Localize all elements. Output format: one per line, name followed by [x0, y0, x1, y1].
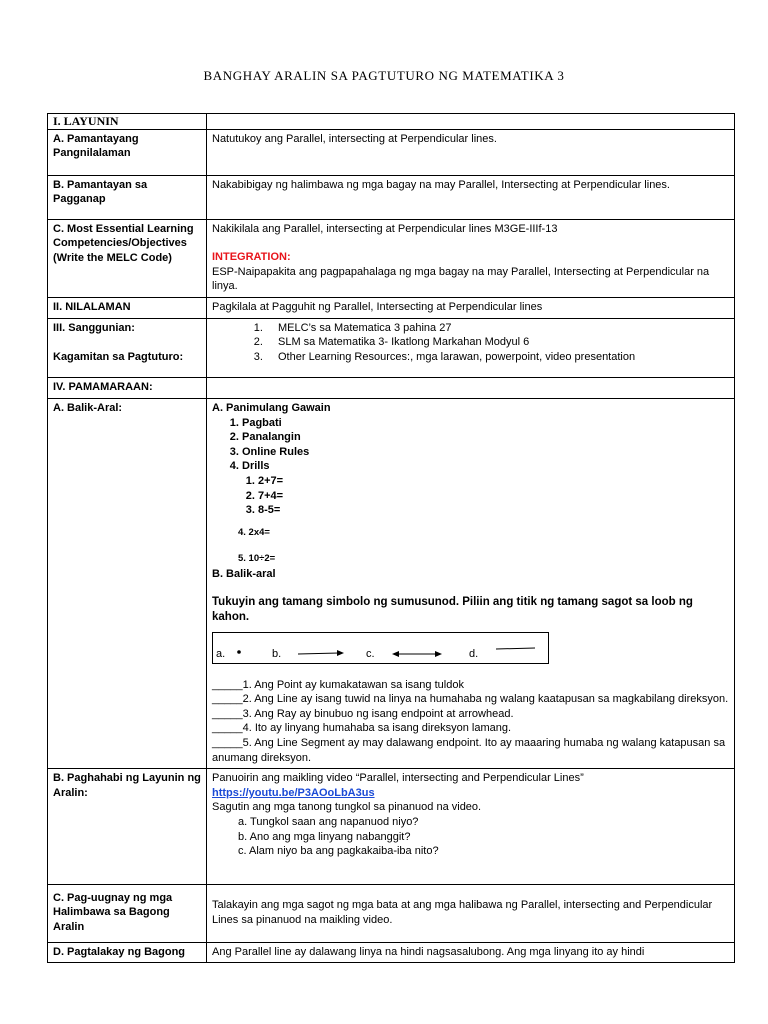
list-item: 3. 8-5=	[258, 503, 729, 518]
document-title: BANGHAY ARALIN SA PAGTUTURO NG MATEMATIKA 3	[203, 68, 565, 83]
label-a: A. Pamantayang Pangnilalaman	[48, 129, 207, 175]
esp-text: ESP-Naipapakita ang pagpapahalaga ng mga bagay na may Parallel, Intersecting at Perpendicular na linya.	[212, 265, 710, 293]
question-item: _____2. Ang Line ay isang tuwid na linya na humahaba ng walang kaatapusan sa magkabilang direksyon.	[212, 693, 729, 706]
label-pamamaraan: IV. PAMAMARAAN:	[48, 378, 207, 399]
label-balik-aral: A. Balik-Aral:	[48, 398, 207, 768]
list-item: 2. Panalangin	[242, 430, 729, 445]
row-b	[48, 175, 735, 219]
sagutin-text: Sagutin ang mga tanong tungkol sa pinanuod na video.	[212, 801, 482, 814]
pamamaraan-empty	[207, 378, 735, 399]
label-sanggunian: III. Sanggunian:	[53, 321, 135, 334]
row-pamamaraan	[48, 378, 735, 399]
ray-arrow-icon	[297, 649, 345, 659]
row-nilalaman	[48, 297, 735, 318]
text-pagtalakay: Ang Parallel line ay dalawang linya na hindi nagsasalubong. Ang mga linyang ito ay hindi	[207, 942, 735, 963]
cell-balik-aral	[207, 398, 735, 768]
layunin-empty	[207, 114, 735, 130]
choice-b-label: b.	[272, 647, 282, 660]
question-item: _____5. Ang Line Segment ay may dalawang endpoint. Ito ay maaaring humaba ng walang katapusan sa anumang direksyon.	[212, 737, 726, 764]
cell-sanggunian-label	[48, 318, 207, 378]
list-item: 3. Other Learning Resources:, mga larawan, powerpoint, video presentation	[266, 350, 729, 365]
drills-list	[212, 474, 729, 518]
video-link[interactable]: https://youtu.be/P3AOoLbA3us	[212, 786, 375, 799]
row-sanggunian	[48, 318, 735, 378]
row-pagtalakay	[48, 942, 735, 963]
choice-c-label: c.	[366, 647, 375, 660]
question-item: _____3. Ang Ray ay binubuo ng isang endpoint at arrowhead.	[212, 707, 514, 720]
layunin-header: I. LAYUNIN	[48, 114, 207, 130]
sanggunian-list	[212, 321, 729, 365]
list-item: 2. 7+4=	[258, 489, 729, 504]
list-item: 1. MELC’s sa Matematica 3 pahina 27	[266, 321, 729, 336]
row-layunin	[48, 114, 735, 130]
list-item: 1. Pagbati	[242, 416, 729, 431]
drill-4: 4. 2x4=	[238, 526, 270, 538]
question-item: _____1. Ang Point ay kumakatawan sa isang tuldok	[212, 678, 464, 691]
row-a	[48, 129, 735, 175]
tukuyin-instruction: Tukuyin ang tamang simbolo ng sumusunod. Piliin ang titik ng tamang sagot sa loob ng kahon.	[212, 596, 693, 624]
label-paguugnay: C. Pag-uugnay ng mga Halimbawa sa Bagong Aralin	[48, 884, 207, 942]
row-balik-aral	[48, 398, 735, 768]
panimulang-gawain: A. Panimulang Gawain	[212, 401, 331, 414]
tanong-item: c. Alam niyo ba ang pagkakaiba-iba nito?	[238, 845, 439, 858]
list-item: 4. Drills	[242, 459, 729, 474]
cell-paghahabi	[207, 769, 735, 885]
row-c	[48, 219, 735, 297]
text-c: Nakikilala ang Parallel, intersecting at Perpendicular lines M3GE-IIIf-13	[212, 222, 558, 235]
label-c: C. Most Essential Learning Competencies/Objectives (Write the MELC Code)	[48, 219, 207, 297]
label-b: B. Pamantayan sa Pagganap	[48, 175, 207, 219]
list-item: 2. SLM sa Matematika 3- Ikatlong Markahan Modyul 6	[266, 335, 729, 350]
list-item: 3. Online Rules	[242, 445, 729, 460]
label-nilalaman: II. NILALAMAN	[48, 297, 207, 318]
segment-line-icon	[495, 645, 537, 653]
steps-list	[212, 416, 729, 474]
text-b: Nakabibigay ng halimbawa ng mga bagay na may Parallel, Intersecting at Perpendicular lines.	[207, 175, 735, 219]
tanong-item: b. Ano ang mga linyang nabanggit?	[238, 830, 411, 843]
line-double-arrow-icon	[391, 649, 443, 659]
text-nilalaman: Pagkilala at Pagguhit ng Parallel, Intersecting at Perpendicular lines	[207, 297, 735, 318]
tanong-item: a. Tungkol saan ang napanuod niyo?	[238, 816, 419, 828]
drill-5: 5. 10÷2=	[238, 553, 276, 565]
question-item: _____4. Ito ay linyang humahaba sa isang direksyon lamang.	[212, 722, 512, 735]
text-paguugnay: Talakayin ang mga sagot ng mga bata at ang mga halibawa ng Parallel, intersecting and Perpendicular Lines sa pinanuod na maikling video.	[207, 884, 735, 942]
label-kagamitan: Kagamitan sa Pagtuturo:	[53, 351, 184, 364]
cell-c	[207, 219, 735, 297]
balik-aral-heading: B. Balik-aral	[212, 567, 276, 580]
row-paghahabi	[48, 769, 735, 885]
row-paguugnay	[48, 884, 735, 942]
point-dot-icon	[235, 648, 243, 656]
panuorin-text: Panuoirin ang maikling video “Parallel, intersecting and Perpendicular Lines”	[212, 772, 584, 785]
cell-sanggunian-list	[207, 318, 735, 378]
choice-d-label: d.	[469, 647, 479, 660]
label-pagtalakay: D. Pagtalakay ng Bagong	[48, 942, 207, 963]
choices-box	[212, 632, 549, 664]
choice-a-label: a.	[216, 647, 226, 660]
label-paghahabi: B. Paghahabi ng Layunin ng Aralin:	[48, 769, 207, 885]
text-a: Natutukoy ang Parallel, intersecting at Perpendicular lines.	[207, 129, 735, 175]
integration-heading: INTEGRATION:	[212, 251, 291, 264]
list-item: 1. 2+7=	[258, 474, 729, 489]
lesson-plan-table	[47, 113, 735, 963]
